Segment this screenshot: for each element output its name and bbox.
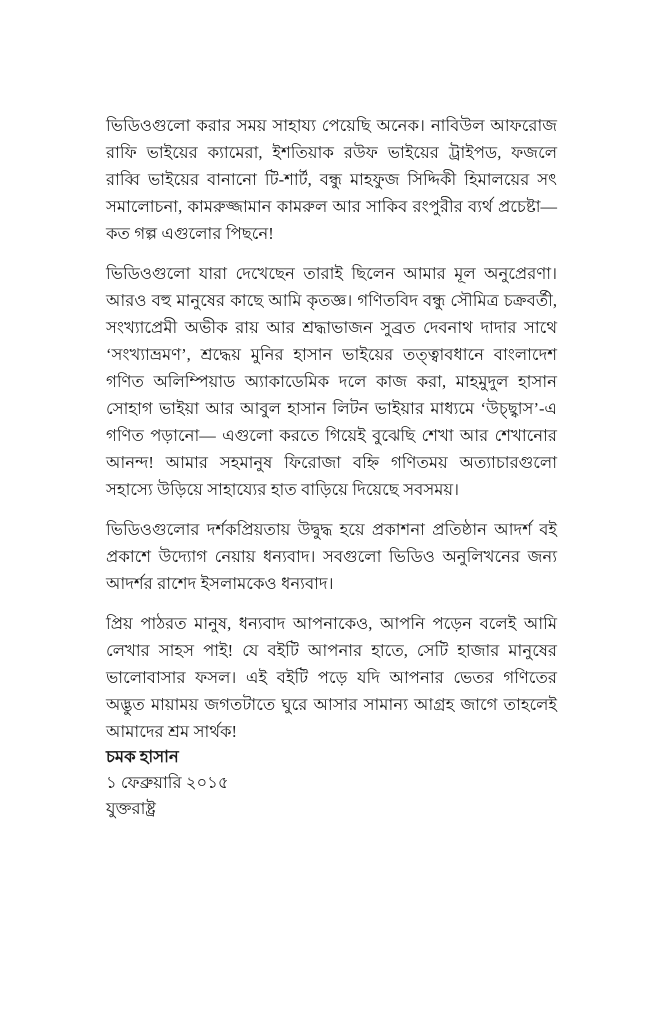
paragraph-1: ভিডিওগুলো করার সময় সাহায্য পেয়েছি অনেক। নাবিউল আফরোজ রাফি ভাইয়ের ক্যামেরা, ইশতিয়াক রউফ ভাইয়ের ট্রাইপড, ফজলে রাব্বি ভাইয়ের বানানো টি-শার্ট, বন্ধু মাহফুজ সিদ্দিকী হিমালয়ের সৎ সমালোচনা, কামরুজ্জামান কামরুল আর সাকিব রংপুরীর ব্যর্থ প্রচেষ্টা— কত গল্প এগুলোর পিছনে! bbox=[106, 116, 557, 243]
paragraph-3: ভিডিওগুলোর দর্শকপ্রিয়তায় উদ্বুদ্ধ হয়ে প্রকাশনা প্রতিষ্ঠান আদর্শ বই প্রকাশে উদ্যোগ নেয়ায় ধন্যবাদ। সবগুলো ভিডিও অনুলিখনের জন্য আদর্শর রাশেদ ইসলামকেও ধন্যবাদ। bbox=[106, 520, 557, 593]
author-name: চমক হাসান bbox=[106, 747, 179, 766]
signature-date: ১ ফেব্রুয়ারি ২০১৫ bbox=[106, 773, 229, 792]
signature-block bbox=[106, 744, 557, 822]
paragraph-4: প্রিয় পাঠরত মানুষ, ধন্যবাদ আপনাকেও, আপনি পড়েন বলেই আমি লেখার সাহস পাই! যে বইটি আপনার হাতে, সেটি হাজার মানুষের ভালোবাসার ফসল। এই বইটি পড়ে যদি আপনার ভেতর গণিতের অদ্ভুত মায়াময় জগতটাতে ঘুরে আসার সামান্য আগ্রহ জাগে তাহলেই আমাদের শ্রম সার্থক! bbox=[106, 614, 557, 741]
paragraph-2: ভিডিওগুলো যারা দেখেছেন তারাই ছিলেন আমার মূল অনুপ্রেরণা। আরও বহু মানুষের কাছে আমি কৃতজ্ঞ। গণিতবিদ বন্ধু সৌমিত্র চক্রবর্তী, সংখ্যাপ্রেমী অভীক রায় আর শ্রদ্ধাভাজন সুব্রত দেবনাথ দাদার সাথে ‘সংখ্যাভ্রমণ’, শ্রদ্ধেয় মুনির হাসান ভাইয়ের তত্ত্বাবধানে বাংলাদেশ গণিত অলিম্পিয়াড অ্যাকাডেমিক দলে কাজ করা, মাহমুদুল হাসান সোহাগ ভাইয়া আর আবুল হাসান লিটন ভাইয়ার মাধ্যমে ‘উচ্ছ্বাস’-এ গণিত পড়ানো— এগুলো করতে গিয়েই বুঝেছি শেখা আর শেখানোর আনন্দ! আমার সহমানুষ ফিরোজা বহ্নি গণিতময় অত্যাচারগুলো সহাস্যে উড়িয়ে সাহায্যের হাত বাড়িয়ে দিয়েছে সবসময়। bbox=[106, 264, 557, 499]
signature-location: যুক্তরাষ্ট্র bbox=[106, 799, 156, 818]
body-text-block bbox=[106, 112, 557, 745]
